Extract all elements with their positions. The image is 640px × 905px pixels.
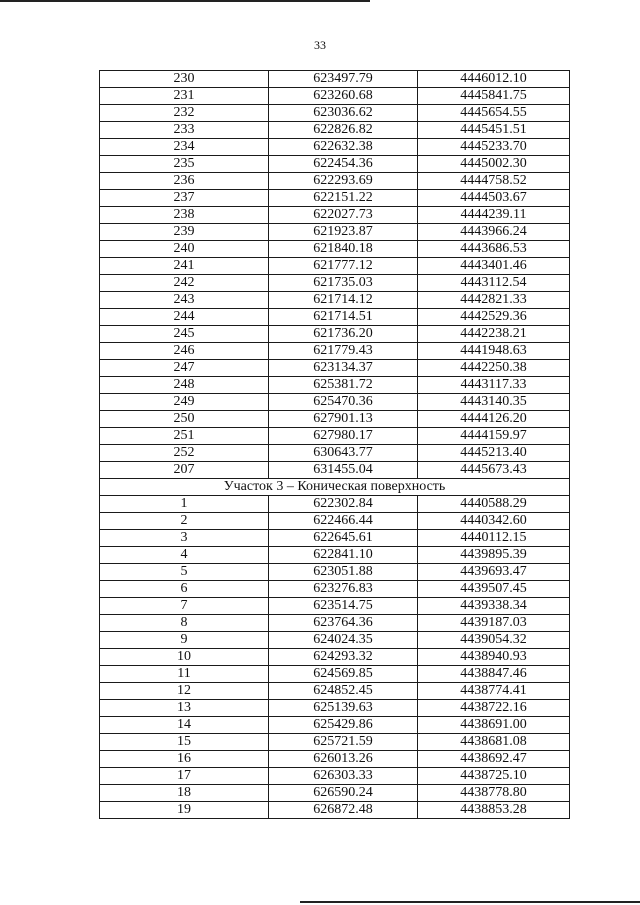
y-coordinate-cell: 4442238.21 xyxy=(418,326,570,343)
point-number-cell: 12 xyxy=(100,683,269,700)
point-number-cell: 250 xyxy=(100,411,269,428)
x-coordinate-cell: 622454.36 xyxy=(269,156,418,173)
table-row xyxy=(100,649,570,666)
x-coordinate-cell: 626303.33 xyxy=(269,768,418,785)
table-row xyxy=(100,377,570,394)
table-row xyxy=(100,258,570,275)
x-coordinate-cell: 623260.68 xyxy=(269,88,418,105)
y-coordinate-cell: 4439054.32 xyxy=(418,632,570,649)
table-row xyxy=(100,207,570,224)
top-edge-line xyxy=(0,0,370,2)
point-number-cell: 244 xyxy=(100,309,269,326)
table-row xyxy=(100,224,570,241)
y-coordinate-cell: 4445654.55 xyxy=(418,105,570,122)
y-coordinate-cell: 4440112.15 xyxy=(418,530,570,547)
table-row xyxy=(100,802,570,819)
y-coordinate-cell: 4442821.33 xyxy=(418,292,570,309)
table-row xyxy=(100,105,570,122)
x-coordinate-cell: 623514.75 xyxy=(269,598,418,615)
point-number-cell: 4 xyxy=(100,547,269,564)
y-coordinate-cell: 4444758.52 xyxy=(418,173,570,190)
y-coordinate-cell: 4445451.51 xyxy=(418,122,570,139)
y-coordinate-cell: 4438774.41 xyxy=(418,683,570,700)
table-row xyxy=(100,360,570,377)
x-coordinate-cell: 624569.85 xyxy=(269,666,418,683)
y-coordinate-cell: 4443140.35 xyxy=(418,394,570,411)
point-number-cell: 14 xyxy=(100,717,269,734)
table-row xyxy=(100,343,570,360)
x-coordinate-cell: 625381.72 xyxy=(269,377,418,394)
y-coordinate-cell: 4439895.39 xyxy=(418,547,570,564)
y-coordinate-cell: 4439693.47 xyxy=(418,564,570,581)
y-coordinate-cell: 4438681.08 xyxy=(418,734,570,751)
point-number-cell: 207 xyxy=(100,462,269,479)
y-coordinate-cell: 4438853.28 xyxy=(418,802,570,819)
y-coordinate-cell: 4443686.53 xyxy=(418,241,570,258)
y-coordinate-cell: 4444126.20 xyxy=(418,411,570,428)
x-coordinate-cell: 622466.44 xyxy=(269,513,418,530)
x-coordinate-cell: 621735.03 xyxy=(269,275,418,292)
point-number-cell: 238 xyxy=(100,207,269,224)
bottom-edge-line xyxy=(300,901,640,903)
table-row xyxy=(100,598,570,615)
point-number-cell: 245 xyxy=(100,326,269,343)
section-header-body xyxy=(100,479,570,496)
table-row xyxy=(100,156,570,173)
table-row xyxy=(100,139,570,156)
table-row xyxy=(100,411,570,428)
x-coordinate-cell: 622302.84 xyxy=(269,496,418,513)
y-coordinate-cell: 4443966.24 xyxy=(418,224,570,241)
page-number: 33 xyxy=(314,38,326,52)
table-row xyxy=(100,751,570,768)
point-number-cell: 6 xyxy=(100,581,269,598)
x-coordinate-cell: 621714.12 xyxy=(269,292,418,309)
point-number-cell: 243 xyxy=(100,292,269,309)
section-header-row xyxy=(100,479,570,496)
x-coordinate-cell: 625429.86 xyxy=(269,717,418,734)
y-coordinate-cell: 4445673.43 xyxy=(418,462,570,479)
table-row xyxy=(100,513,570,530)
x-coordinate-cell: 625470.36 xyxy=(269,394,418,411)
point-number-cell: 232 xyxy=(100,105,269,122)
y-coordinate-cell: 4442529.36 xyxy=(418,309,570,326)
table-body-before xyxy=(100,71,570,479)
table-row xyxy=(100,581,570,598)
x-coordinate-cell: 625139.63 xyxy=(269,700,418,717)
x-coordinate-cell: 621714.51 xyxy=(269,309,418,326)
x-coordinate-cell: 621923.87 xyxy=(269,224,418,241)
point-number-cell: 3 xyxy=(100,530,269,547)
y-coordinate-cell: 4445841.75 xyxy=(418,88,570,105)
table-row xyxy=(100,785,570,802)
x-coordinate-cell: 623051.88 xyxy=(269,564,418,581)
x-coordinate-cell: 623764.36 xyxy=(269,615,418,632)
x-coordinate-cell: 627980.17 xyxy=(269,428,418,445)
y-coordinate-cell: 4438722.16 xyxy=(418,700,570,717)
y-coordinate-cell: 4443401.46 xyxy=(418,258,570,275)
x-coordinate-cell: 622841.10 xyxy=(269,547,418,564)
y-coordinate-cell: 4439507.45 xyxy=(418,581,570,598)
table-row xyxy=(100,717,570,734)
x-coordinate-cell: 627901.13 xyxy=(269,411,418,428)
table-row xyxy=(100,683,570,700)
x-coordinate-cell: 623497.79 xyxy=(269,71,418,88)
point-number-cell: 13 xyxy=(100,700,269,717)
x-coordinate-cell: 621840.18 xyxy=(269,241,418,258)
point-number-cell: 2 xyxy=(100,513,269,530)
table-row xyxy=(100,309,570,326)
table-row xyxy=(100,173,570,190)
point-number-cell: 236 xyxy=(100,173,269,190)
point-number-cell: 1 xyxy=(100,496,269,513)
table-row xyxy=(100,768,570,785)
x-coordinate-cell: 623276.83 xyxy=(269,581,418,598)
point-number-cell: 11 xyxy=(100,666,269,683)
table-row xyxy=(100,122,570,139)
point-number-cell: 16 xyxy=(100,751,269,768)
table-body-after xyxy=(100,496,570,819)
y-coordinate-cell: 4442250.38 xyxy=(418,360,570,377)
point-number-cell: 9 xyxy=(100,632,269,649)
point-number-cell: 247 xyxy=(100,360,269,377)
x-coordinate-cell: 622293.69 xyxy=(269,173,418,190)
table-row xyxy=(100,428,570,445)
y-coordinate-cell: 4444503.67 xyxy=(418,190,570,207)
y-coordinate-cell: 4439338.34 xyxy=(418,598,570,615)
x-coordinate-cell: 625721.59 xyxy=(269,734,418,751)
y-coordinate-cell: 4443117.33 xyxy=(418,377,570,394)
y-coordinate-cell: 4444159.97 xyxy=(418,428,570,445)
x-coordinate-cell: 624852.45 xyxy=(269,683,418,700)
y-coordinate-cell: 4438847.46 xyxy=(418,666,570,683)
x-coordinate-cell: 631455.04 xyxy=(269,462,418,479)
x-coordinate-cell: 626013.26 xyxy=(269,751,418,768)
point-number-cell: 240 xyxy=(100,241,269,258)
y-coordinate-cell: 4438725.10 xyxy=(418,768,570,785)
point-number-cell: 241 xyxy=(100,258,269,275)
x-coordinate-cell: 621779.43 xyxy=(269,343,418,360)
table-row xyxy=(100,496,570,513)
table-row xyxy=(100,666,570,683)
x-coordinate-cell: 622151.22 xyxy=(269,190,418,207)
x-coordinate-cell: 622027.73 xyxy=(269,207,418,224)
y-coordinate-cell: 4438692.47 xyxy=(418,751,570,768)
x-coordinate-cell: 623036.62 xyxy=(269,105,418,122)
point-number-cell: 234 xyxy=(100,139,269,156)
y-coordinate-cell: 4445002.30 xyxy=(418,156,570,173)
x-coordinate-cell: 624024.35 xyxy=(269,632,418,649)
x-coordinate-cell: 622826.82 xyxy=(269,122,418,139)
y-coordinate-cell: 4438778.80 xyxy=(418,785,570,802)
point-number-cell: 8 xyxy=(100,615,269,632)
table-row xyxy=(100,241,570,258)
table-row xyxy=(100,564,570,581)
y-coordinate-cell: 4438940.93 xyxy=(418,649,570,666)
y-coordinate-cell: 4444239.11 xyxy=(418,207,570,224)
point-number-cell: 237 xyxy=(100,190,269,207)
table-row xyxy=(100,394,570,411)
y-coordinate-cell: 4438691.00 xyxy=(418,717,570,734)
point-number-cell: 249 xyxy=(100,394,269,411)
y-coordinate-cell: 4446012.10 xyxy=(418,71,570,88)
y-coordinate-cell: 4445233.70 xyxy=(418,139,570,156)
table-row xyxy=(100,88,570,105)
point-number-cell: 17 xyxy=(100,768,269,785)
table-row xyxy=(100,190,570,207)
x-coordinate-cell: 623134.37 xyxy=(269,360,418,377)
table-row xyxy=(100,547,570,564)
table-row xyxy=(100,275,570,292)
x-coordinate-cell: 626590.24 xyxy=(269,785,418,802)
table-row xyxy=(100,615,570,632)
y-coordinate-cell: 4440342.60 xyxy=(418,513,570,530)
point-number-cell: 248 xyxy=(100,377,269,394)
point-number-cell: 251 xyxy=(100,428,269,445)
table-row xyxy=(100,462,570,479)
point-number-cell: 242 xyxy=(100,275,269,292)
y-coordinate-cell: 4443112.54 xyxy=(418,275,570,292)
point-number-cell: 5 xyxy=(100,564,269,581)
x-coordinate-cell: 624293.32 xyxy=(269,649,418,666)
x-coordinate-cell: 621736.20 xyxy=(269,326,418,343)
table-row xyxy=(100,700,570,717)
point-number-cell: 233 xyxy=(100,122,269,139)
x-coordinate-cell: 630643.77 xyxy=(269,445,418,462)
y-coordinate-cell: 4441948.63 xyxy=(418,343,570,360)
point-number-cell: 252 xyxy=(100,445,269,462)
table-row xyxy=(100,632,570,649)
y-coordinate-cell: 4440588.29 xyxy=(418,496,570,513)
section-title: Участок 3 – Коническая поверхность xyxy=(100,479,570,496)
point-number-cell: 246 xyxy=(100,343,269,360)
x-coordinate-cell: 621777.12 xyxy=(269,258,418,275)
table-row xyxy=(100,71,570,88)
point-number-cell: 235 xyxy=(100,156,269,173)
table-row xyxy=(100,734,570,751)
table-row xyxy=(100,292,570,309)
x-coordinate-cell: 626872.48 xyxy=(269,802,418,819)
y-coordinate-cell: 4445213.40 xyxy=(418,445,570,462)
x-coordinate-cell: 622632.38 xyxy=(269,139,418,156)
table-row xyxy=(100,326,570,343)
point-number-cell: 15 xyxy=(100,734,269,751)
x-coordinate-cell: 622645.61 xyxy=(269,530,418,547)
table-row xyxy=(100,530,570,547)
point-number-cell: 230 xyxy=(100,71,269,88)
point-number-cell: 10 xyxy=(100,649,269,666)
coordinates-table xyxy=(99,70,570,819)
point-number-cell: 19 xyxy=(100,802,269,819)
point-number-cell: 231 xyxy=(100,88,269,105)
point-number-cell: 239 xyxy=(100,224,269,241)
point-number-cell: 7 xyxy=(100,598,269,615)
y-coordinate-cell: 4439187.03 xyxy=(418,615,570,632)
table-row xyxy=(100,445,570,462)
point-number-cell: 18 xyxy=(100,785,269,802)
